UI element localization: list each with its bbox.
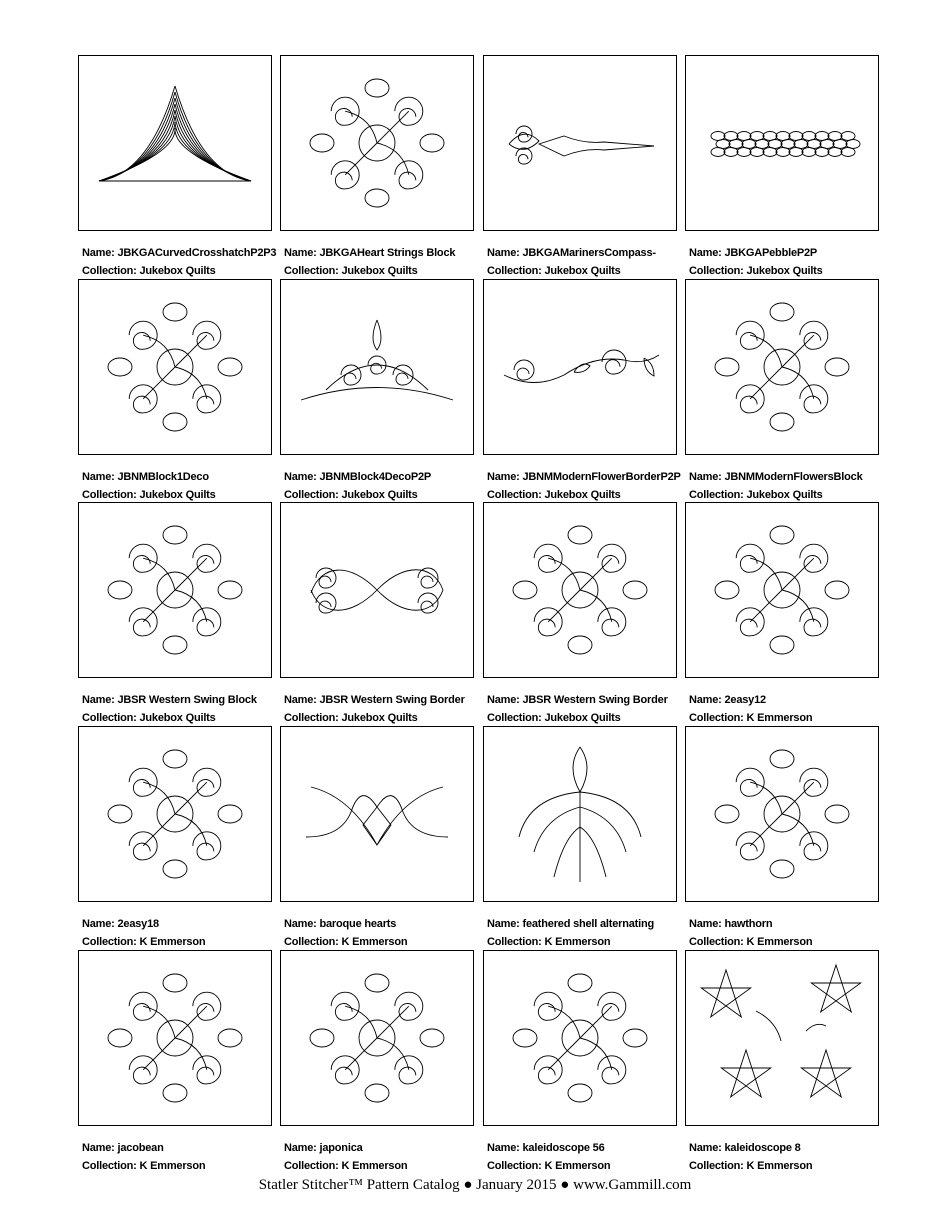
pattern-drawing [79, 280, 271, 454]
pattern-preview [78, 279, 272, 455]
pattern-collection: Collection: Jukebox Quilts [689, 264, 823, 277]
pattern-name: Name: JBNMModernFlowersBlock [689, 471, 863, 483]
pattern-collection: Collection: K Emmerson [689, 935, 813, 948]
pattern-collection: Collection: K Emmerson [487, 935, 611, 948]
pattern-caption [685, 245, 879, 280]
pattern-caption [280, 692, 474, 727]
pattern-preview [78, 502, 272, 678]
pattern-drawing [686, 727, 878, 901]
pattern-tile [483, 55, 677, 280]
pattern-caption [280, 469, 474, 504]
pattern-collection: Collection: Jukebox Quilts [689, 488, 823, 501]
pattern-preview [78, 726, 272, 902]
pattern-caption [280, 245, 474, 280]
pattern-collection: Collection: K Emmerson [284, 935, 408, 948]
pattern-drawing [79, 56, 271, 230]
pattern-collection: Collection: Jukebox Quilts [82, 488, 216, 501]
pattern-collection: Collection: Jukebox Quilts [284, 264, 418, 277]
pattern-preview [78, 950, 272, 1126]
pattern-preview [685, 55, 879, 231]
pattern-drawing [484, 280, 676, 454]
pattern-tile [280, 279, 474, 504]
pattern-collection: Collection: K Emmerson [487, 1159, 611, 1172]
pattern-caption [280, 916, 474, 951]
pattern-collection: Collection: K Emmerson [689, 1159, 813, 1172]
pattern-tile [78, 950, 272, 1175]
pattern-collection: Collection: Jukebox Quilts [487, 711, 621, 724]
pattern-tile [483, 950, 677, 1175]
pattern-collection: Collection: K Emmerson [689, 711, 813, 724]
pattern-tile [685, 950, 879, 1175]
pattern-preview [280, 502, 474, 678]
pattern-tile [685, 55, 879, 280]
pattern-tile [78, 502, 272, 727]
pattern-caption [483, 916, 677, 951]
pattern-name: Name: JBKGACurvedCrosshatchP2P3 [82, 247, 277, 259]
pattern-drawing [686, 951, 878, 1125]
pattern-preview [280, 279, 474, 455]
pattern-tile [483, 726, 677, 951]
pattern-name: Name: feathered shell alternating [487, 918, 655, 930]
pattern-preview [280, 726, 474, 902]
pattern-collection: Collection: Jukebox Quilts [487, 264, 621, 277]
pattern-name: Name: JBKGAMarinersCompass- [487, 247, 656, 259]
pattern-preview [483, 279, 677, 455]
pattern-name: Name: 2easy12 [689, 694, 766, 706]
pattern-name: Name: JBKGAHeart Strings Block [284, 247, 456, 259]
pattern-tile [78, 726, 272, 951]
pattern-drawing [686, 56, 878, 230]
pattern-preview [685, 279, 879, 455]
pattern-collection: Collection: Jukebox Quilts [284, 711, 418, 724]
pattern-drawing [281, 56, 473, 230]
pattern-tile [280, 950, 474, 1175]
pattern-preview [483, 502, 677, 678]
pattern-caption [483, 692, 677, 727]
pattern-name: Name: JBSR Western Swing Block [82, 694, 257, 706]
pattern-collection: Collection: K Emmerson [82, 935, 206, 948]
pattern-name: Name: hawthorn [689, 918, 773, 930]
pattern-caption [78, 692, 272, 727]
pattern-name: Name: JBKGAPebbleP2P [689, 247, 818, 259]
pattern-tile [483, 279, 681, 504]
pattern-caption [78, 1140, 272, 1175]
pattern-tile [685, 502, 879, 727]
pattern-name: Name: 2easy18 [82, 918, 159, 930]
pattern-drawing [484, 56, 676, 230]
pattern-name: Name: baroque hearts [284, 918, 397, 930]
pattern-caption [685, 469, 879, 504]
pattern-drawing [79, 503, 271, 677]
pattern-tile [685, 726, 879, 951]
pattern-collection: Collection: Jukebox Quilts [487, 488, 621, 501]
pattern-tile [78, 279, 272, 504]
pattern-drawing [281, 727, 473, 901]
pattern-caption [483, 469, 681, 504]
pattern-tile [280, 55, 474, 280]
pattern-caption [685, 692, 879, 727]
pattern-name: Name: JBNMModernFlowerBorderP2P [487, 471, 681, 483]
pattern-name: Name: kaleidoscope 56 [487, 1142, 605, 1154]
pattern-name: Name: japonica [284, 1142, 363, 1154]
pattern-collection: Collection: Jukebox Quilts [284, 488, 418, 501]
pattern-drawing [79, 951, 271, 1125]
pattern-name: Name: JBNMBlock4DecoP2P [284, 471, 432, 483]
pattern-preview [685, 502, 879, 678]
pattern-name: Name: JBSR Western Swing Border [284, 694, 465, 706]
pattern-drawing [686, 280, 878, 454]
pattern-tile [78, 55, 277, 280]
pattern-drawing [79, 727, 271, 901]
pattern-name: Name: jacobean [82, 1142, 164, 1154]
pattern-drawing [484, 951, 676, 1125]
pattern-drawing [484, 503, 676, 677]
pattern-caption [280, 1140, 474, 1175]
pattern-preview [483, 950, 677, 1126]
pattern-tile [280, 726, 474, 951]
pattern-preview [483, 726, 677, 902]
pattern-tile [685, 279, 879, 504]
pattern-drawing [484, 727, 676, 901]
pattern-preview [685, 726, 879, 902]
pattern-caption [483, 1140, 677, 1175]
pattern-caption [78, 245, 277, 280]
pattern-tile [483, 502, 677, 727]
pattern-name: Name: JBNMBlock1Deco [82, 471, 209, 483]
page-footer: Statler Stitcher™ Pattern Catalog ● January 2015 ● www.Gammill.com [258, 1177, 692, 1193]
pattern-preview [280, 950, 474, 1126]
pattern-drawing [686, 503, 878, 677]
pattern-tile [280, 502, 474, 727]
pattern-caption [685, 916, 879, 951]
pattern-collection: Collection: Jukebox Quilts [82, 711, 216, 724]
pattern-collection: Collection: Jukebox Quilts [82, 264, 216, 277]
pattern-collection: Collection: K Emmerson [82, 1159, 206, 1172]
pattern-caption [685, 1140, 879, 1175]
pattern-preview [78, 55, 272, 231]
pattern-name: Name: kaleidoscope 8 [689, 1142, 801, 1154]
pattern-preview [280, 55, 474, 231]
pattern-name: Name: JBSR Western Swing Border [487, 694, 668, 706]
pattern-caption [483, 245, 677, 280]
pattern-drawing [281, 280, 473, 454]
pattern-drawing [281, 951, 473, 1125]
pattern-drawing [281, 503, 473, 677]
pattern-preview [685, 950, 879, 1126]
pattern-preview [483, 55, 677, 231]
pattern-collection: Collection: K Emmerson [284, 1159, 408, 1172]
pattern-caption [78, 469, 272, 504]
pattern-caption [78, 916, 272, 951]
